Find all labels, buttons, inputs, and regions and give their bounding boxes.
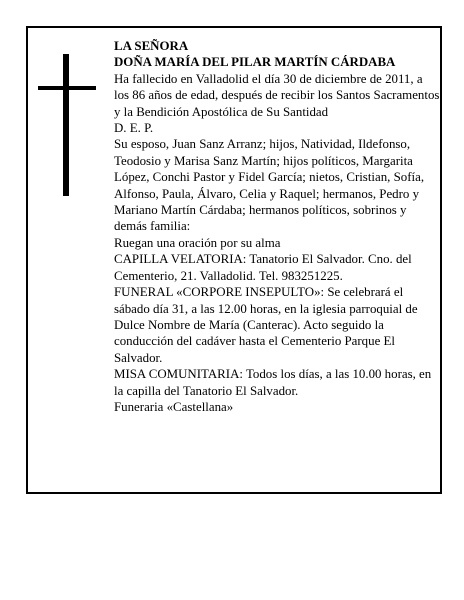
funeral-home: Funeraria «Castellana» — [114, 399, 234, 414]
prayer-request: Ruegan una oración por su alma — [114, 235, 281, 250]
deceased-name: DOÑA MARÍA DEL PILAR MARTÍN CÁRDABA — [114, 55, 396, 70]
cross-horizontal-bar — [38, 86, 96, 90]
community-mass-info: MISA COMUNITARIA: Todos los días, a las 10.00 horas, en la capilla del Tanatorio El Salvador. — [114, 367, 432, 398]
cross-vertical-bar — [63, 54, 69, 196]
funeral-info: FUNERAL «CORPORE INSEPULTO»: Se celebrará el sábado día 31, a las 12.00 horas, en la iglesia parroquial de Dulce Nombre de María (Canterac). Acto seguido la conducción del cadáver hasta el Cementerio Parque El Salvador. — [114, 285, 418, 365]
dep-line: D. E. P. — [114, 121, 154, 136]
family-list: Su esposo, Juan Sanz Arranz; hijos, Natividad, Ildefonso, Teodosio y Marisa Sanz Martín; hijos políticos, Margarita López, Conchi Pastor y Fidel García; nietos, Cristian, Sofía, Alfonso, Paula, Álvaro, Celia y Raquel; hermanos, Pedro y Mariano Martín Cárdaba; hermanos políticos, sobrinos y demás familia: — [114, 137, 425, 234]
obituary-text — [114, 38, 440, 415]
death-announcement: Ha fallecido en Valladolid el día 30 de diciembre de 2011, a los 86 años de edad, después de recibir los Santos Sacramentos y la Bendición Apostólica de Su Santidad — [114, 71, 440, 119]
title-line-1: LA SEÑORA — [114, 39, 189, 53]
wake-chapel-info: CAPILLA VELATORIA: Tanatorio El Salvador. Cno. del Cementerio, 21. Valladolid. Tel. 983251225. — [114, 252, 412, 283]
